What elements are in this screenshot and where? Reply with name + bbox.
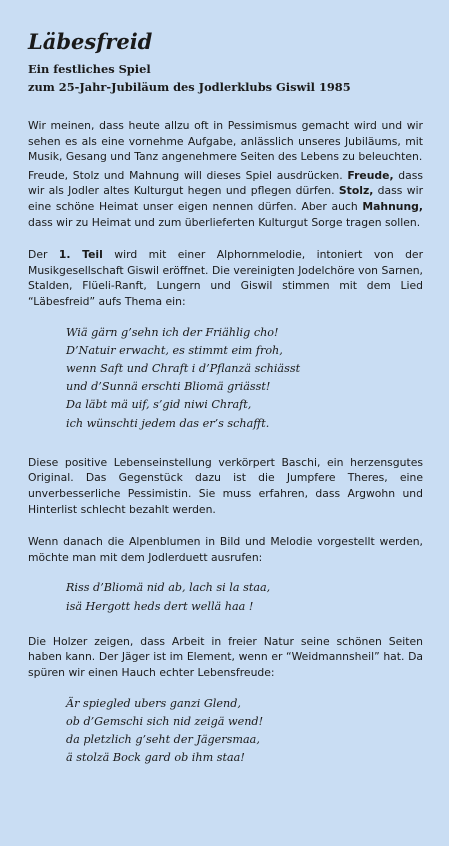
verse-line: wenn Saft und Chraft i d’Pflanzä schiässt <box>66 361 301 375</box>
verse-line: ich wünschti jedem das er’s schafft. <box>66 416 270 430</box>
paragraph-themes <box>28 168 423 230</box>
verse-line: ob d’Gemschi sich nid zeigä wend! <box>66 714 264 728</box>
paragraph-part-one <box>28 247 423 309</box>
page-title: Läbesfreid <box>28 29 153 54</box>
verse-line: Riss d’Bliomä nid ab, lach si la staa, <box>66 581 271 595</box>
verse-line: isä Hergott heds dert wellä haa ! <box>66 599 254 613</box>
verse-line: Är spiegled ubers ganzi Glend, <box>66 696 241 710</box>
verse-line: D’Natuir erwacht, es stimmt eim froh, <box>66 343 283 357</box>
emphasis-stolz: Stolz, <box>338 184 374 198</box>
text-span: wird mit einer Alphornmelodie, intoniert von der Musikgesellschaft Giswil eröffnet. Die vereinigten Jodelchöre von Sarnen, Stalden, Flüeli-Ranft, Lungern und Giswil stimmen mit dem Lied “Läbesfreid” aufs Thema ein: <box>28 248 424 308</box>
text-span: Der <box>28 248 59 262</box>
paragraph-alpenblumen: Wenn danach die Alpenblumen in Bild und Melodie vorgestellt werden, möchte man mit dem Jodlerduett ausrufen: <box>28 535 423 564</box>
emphasis-freude: Freude, <box>347 168 394 182</box>
subtitle-line-1: Ein festliches Spiel <box>28 62 151 76</box>
verse-block-2 <box>28 579 423 615</box>
text-span: dass wir eine schöne Heimat unser eigen nennen dürfen. Aber auch <box>28 184 424 213</box>
verse-line: Da läbt mä uif, s’gid niwi Chraft, <box>66 398 252 412</box>
text-span: dass wir zu Heimat und zum überlieferten Kulturgut Sorge tragen sollen. <box>28 215 421 229</box>
text-span: Freude, Stolz und Mahnung will dieses Spiel ausdrücken. <box>28 168 348 182</box>
verse-block-1 <box>28 324 423 433</box>
paragraph-holzer: Die Holzer zeigen, dass Arbeit in freier Natur seine schönen Seiten haben kann. Der Jäger ist im Element, wenn er “Weidmannsheil” hat. Da spüren wir einen Hauch echter Lebensfreude: <box>28 634 423 679</box>
verse-block-3 <box>28 695 423 768</box>
text-span: dass wir als Jodler altes Kulturgut hegen und pflegen dürfen. <box>28 168 424 198</box>
emphasis-mahnung: Mahnung, <box>362 199 423 213</box>
verse-line: Wiä gärn g’sehn ich der Friählig cho! <box>66 325 279 339</box>
paragraph-baschi: Diese positive Lebenseinstellung verkörpert Baschi, ein herzensgutes Original. Das Gegenstück dazu ist die Jumpfere Theres, eine unverbesserliche Pessimistin. Sie muss erfahren, dass Argwohn und Hinterlist schlecht bezahlt werden. <box>28 455 423 516</box>
paragraph-intro: Wir meinen, dass heute allzu oft in Pessimismus gemacht wird und wir sehen es als eine vornehme Aufgabe, anlässlich unseres Jubiläums, mit Musik, Gesang und Tanz angenehmere Seiten des Lebens zu beleuchten. <box>28 119 423 164</box>
verse-line: ä stolzä Bock gard ob ihm staa! <box>66 751 245 765</box>
verse-line: und d’Sunnä erschti Bliomä griässt! <box>66 380 271 394</box>
verse-line: da pletzlich g’seht der Jägersmaa, <box>66 732 260 746</box>
subtitle-line-2: zum 25-Jahr-Jubiläum des Jodlerklubs Giswil 1985 <box>28 80 351 94</box>
emphasis-part-one: 1. Teil <box>58 248 103 262</box>
